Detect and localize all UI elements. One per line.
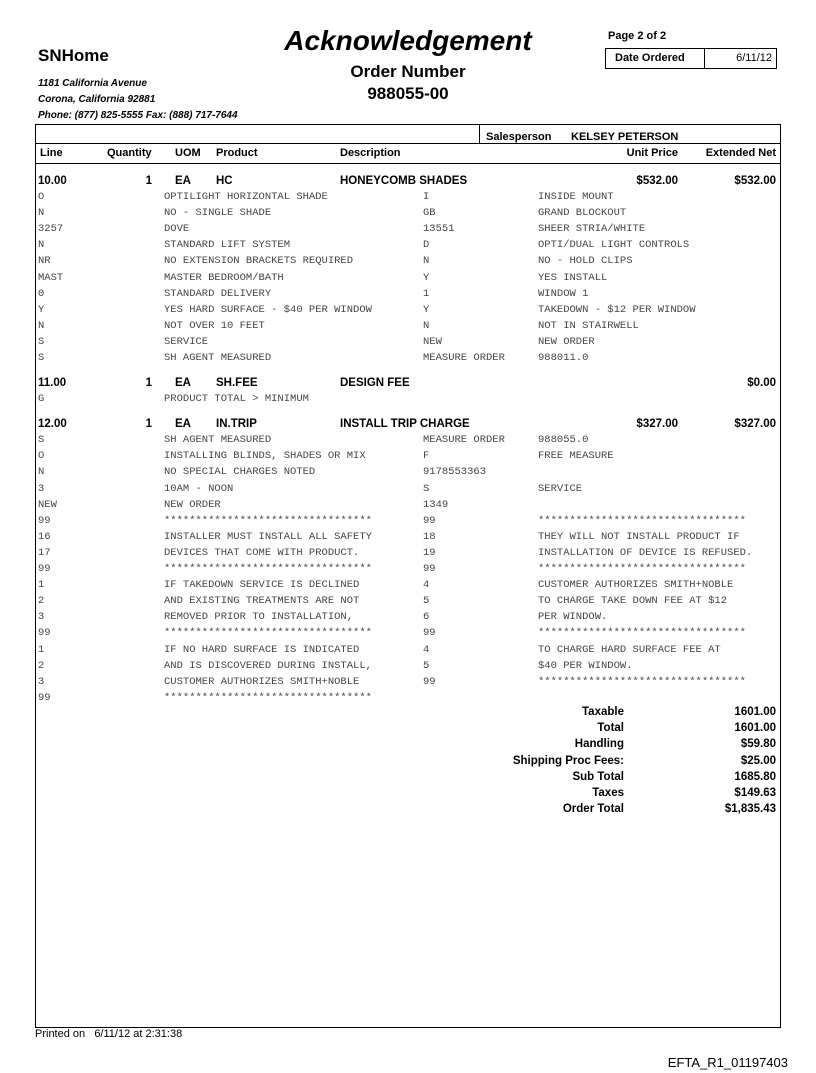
line-description: INSTALL TRIP CHARGE	[340, 418, 470, 431]
detail-code2: 13551	[423, 223, 455, 236]
detail-text: *********************************	[164, 514, 372, 527]
detail-code2: Y	[423, 271, 430, 284]
detail-row	[0, 515, 816, 531]
detail-text2: SERVICE	[538, 482, 583, 495]
detail-row	[0, 531, 816, 547]
detail-row	[0, 223, 816, 239]
detail-text: NO - SINGLE SHADE	[164, 207, 272, 220]
detail-code: 99	[38, 563, 51, 575]
detail-code: NEW	[38, 498, 57, 511]
company-address-line2: Corona, California 92881	[38, 94, 156, 105]
detail-text: 10AM - NOON	[164, 482, 234, 495]
line-quantity: 1	[145, 175, 152, 187]
detail-text: NOT OVER 10 FEET	[164, 319, 265, 332]
detail-text: INSTALLER MUST INSTALL ALL SAFETY	[164, 530, 372, 543]
detail-code: 99	[38, 627, 51, 640]
detail-text2: 988055.0	[538, 434, 589, 447]
detail-code2: NEW	[423, 335, 442, 348]
detail-row	[0, 239, 816, 255]
detail-text: *********************************	[164, 563, 372, 575]
detail-code: 17	[38, 546, 51, 559]
detail-code: 99	[38, 514, 51, 527]
detail-text: MASTER BEDROOM/BATH	[164, 271, 284, 284]
detail-text2: GRAND BLOCKOUT	[538, 207, 627, 220]
detail-row	[0, 579, 816, 595]
salesperson-underline	[35, 143, 781, 144]
salesperson-divider	[479, 124, 480, 143]
detail-code2: 4	[423, 643, 430, 656]
detail-text2: 988011.0	[538, 352, 589, 364]
total-label: Taxable	[582, 706, 624, 718]
doc-title: Acknowledgement	[284, 25, 532, 56]
col-unit-price: Unit Price	[626, 147, 678, 159]
detail-text: *********************************	[164, 627, 372, 640]
detail-text2: WINDOW 1	[538, 287, 589, 300]
detail-text: YES HARD SURFACE - $40 PER WINDOW	[164, 303, 372, 316]
detail-code2: D	[423, 239, 430, 252]
detail-text2: TO CHARGE HARD SURFACE FEE AT	[538, 643, 721, 656]
detail-code2: 99	[423, 627, 436, 640]
line-item-header	[0, 418, 816, 434]
detail-code2: 6	[423, 611, 430, 624]
detail-code2: 99	[423, 675, 436, 688]
detail-row	[0, 611, 816, 627]
detail-text: NEW ORDER	[164, 498, 221, 511]
detail-text: *********************************	[164, 691, 372, 704]
detail-code2: Y	[423, 303, 430, 316]
company-address-line1: 1181 California Avenue	[38, 78, 147, 89]
detail-code2: 5	[423, 659, 430, 672]
detail-row	[0, 676, 816, 692]
detail-code: 3	[38, 675, 45, 688]
detail-row	[0, 483, 816, 499]
total-value: $149.63	[734, 787, 776, 799]
detail-code: 1	[38, 643, 45, 656]
detail-row	[0, 644, 816, 660]
document-id: EFTA_R1_01197403	[667, 1055, 788, 1070]
date-ordered-box	[605, 48, 777, 69]
line-uom: EA	[175, 418, 191, 431]
total-label: Taxes	[592, 787, 624, 799]
detail-text2: *********************************	[538, 514, 746, 527]
detail-text2: TAKEDOWN - $12 PER WINDOW	[538, 303, 696, 316]
detail-text: NO SPECIAL CHARGES NOTED	[164, 466, 316, 479]
detail-code: N	[38, 319, 45, 332]
detail-code2: F	[423, 450, 430, 463]
detail-text2: NOT IN STAIRWELL	[538, 319, 639, 332]
detail-code2: 18	[423, 530, 436, 543]
detail-text: SERVICE	[164, 335, 209, 348]
detail-text2: TO CHARGE TAKE DOWN FEE AT $12	[538, 595, 728, 608]
salesperson-label: Salesperson	[486, 131, 552, 143]
order-number-label: Order Number	[350, 62, 466, 81]
line-unit-price: $532.00	[636, 175, 678, 187]
detail-code2: MEASURE ORDER	[423, 352, 505, 364]
detail-code2: 9178553363	[423, 466, 487, 479]
line-number: 10.00	[38, 175, 67, 187]
detail-code: S	[38, 352, 45, 364]
company-phone: Phone: (877) 825-5555 Fax: (888) 717-7644	[38, 110, 238, 121]
col-line: Line	[40, 147, 63, 159]
detail-code: O	[38, 450, 45, 463]
detail-row	[0, 272, 816, 288]
total-value: 1601.00	[734, 706, 776, 718]
detail-code: S	[38, 434, 45, 447]
detail-code: Y	[38, 303, 45, 316]
total-value: 1601.00	[734, 722, 776, 735]
detail-text: STANDARD DELIVERY	[164, 287, 272, 300]
detail-code2: 4	[423, 579, 430, 592]
total-label: Handling	[574, 738, 624, 751]
detail-text: IF NO HARD SURFACE IS INDICATED	[164, 643, 360, 656]
detail-code: N	[38, 466, 45, 479]
detail-row	[0, 547, 816, 563]
total-label: Order Total	[562, 803, 624, 816]
col-extended-net: Extended Net	[705, 147, 776, 159]
detail-code: 2	[38, 595, 45, 608]
detail-code2: N	[423, 319, 430, 332]
detail-code: 99	[38, 691, 51, 704]
line-product: SH.FEE	[216, 377, 258, 390]
column-header-underline	[35, 163, 781, 164]
detail-code: 2	[38, 659, 45, 672]
detail-code: O	[38, 191, 45, 203]
line-item-header	[0, 175, 816, 191]
detail-text2: *********************************	[538, 627, 746, 640]
detail-text: IF TAKEDOWN SERVICE IS DECLINED	[164, 579, 360, 592]
line-quantity: 1	[145, 418, 152, 431]
detail-text2: CUSTOMER AUTHORIZES SMITH+NOBLE	[538, 579, 734, 592]
line-uom: EA	[175, 377, 191, 390]
line-item-header	[0, 377, 816, 393]
detail-code2: 1	[423, 287, 430, 300]
detail-text: AND EXISTING TREATMENTS ARE NOT	[164, 595, 360, 608]
line-extended-net: $327.00	[734, 418, 776, 431]
date-box-divider	[704, 49, 705, 68]
detail-text: CUSTOMER AUTHORIZES SMITH+NOBLE	[164, 675, 360, 688]
line-product: HC	[216, 175, 233, 187]
line-number: 11.00	[38, 377, 67, 390]
detail-text2: $40 PER WINDOW.	[538, 659, 633, 672]
line-description: HONEYCOMB SHADES	[340, 175, 468, 187]
detail-text: REMOVED PRIOR TO INSTALLATION,	[164, 611, 354, 624]
detail-code: 16	[38, 530, 51, 543]
detail-row	[0, 595, 816, 611]
detail-code: N	[38, 207, 45, 220]
total-value: $59.80	[740, 738, 776, 751]
detail-row	[0, 660, 816, 676]
detail-text2: THEY WILL NOT INSTALL PRODUCT IF	[538, 530, 740, 543]
detail-row	[0, 255, 816, 271]
detail-text2: INSTALLATION OF DEVICE IS REFUSED.	[538, 546, 753, 559]
detail-text: OPTILIGHT HORIZONTAL SHADE	[164, 191, 328, 203]
company-name: SNHome	[38, 46, 109, 65]
detail-code: N	[38, 239, 45, 252]
page-indicator: Page 2 of 2	[608, 30, 667, 42]
total-value: 1685.80	[734, 770, 776, 783]
order-number: 988055-00	[367, 84, 449, 103]
detail-text2: INSIDE MOUNT	[538, 191, 614, 203]
total-label: Total	[597, 722, 624, 735]
total-value: $25.00	[740, 754, 776, 767]
date-ordered-label: Date Ordered	[615, 52, 685, 64]
detail-text2: *********************************	[538, 675, 746, 688]
total-value: $1,835.43	[724, 803, 776, 816]
detail-text2: OPTI/DUAL LIGHT CONTROLS	[538, 239, 690, 252]
detail-row	[0, 288, 816, 304]
col-uom: UOM	[175, 147, 201, 159]
detail-text: STANDARD LIFT SYSTEM	[164, 239, 291, 252]
total-label: Shipping Proc Fees:	[512, 754, 624, 767]
detail-text: DOVE	[164, 223, 190, 236]
detail-row	[0, 450, 816, 466]
line-uom: EA	[175, 175, 191, 187]
detail-text2: FREE MEASURE	[538, 450, 614, 463]
line-product: IN.TRIP	[216, 418, 257, 431]
detail-code: G	[38, 393, 45, 406]
detail-row	[0, 191, 816, 207]
detail-code: 3257	[38, 223, 64, 236]
detail-code: S	[38, 335, 45, 348]
col-quantity: Quantity	[107, 147, 152, 159]
line-unit-price: $327.00	[636, 418, 678, 431]
detail-text: PRODUCT TOTAL > MINIMUM	[164, 393, 309, 406]
line-description: DESIGN FEE	[340, 377, 410, 390]
col-product: Product	[216, 147, 258, 159]
detail-row	[0, 499, 816, 515]
detail-code2: N	[423, 255, 430, 268]
line-extended-net: $532.00	[734, 175, 776, 187]
detail-row	[0, 207, 816, 223]
detail-text: AND IS DISCOVERED DURING INSTALL,	[164, 659, 372, 672]
total-label: Sub Total	[572, 770, 624, 783]
detail-text: SH AGENT MEASURED	[164, 352, 272, 364]
detail-row	[0, 627, 816, 643]
detail-row	[0, 304, 816, 320]
detail-text: NO EXTENSION BRACKETS REQUIRED	[164, 255, 354, 268]
detail-text: DEVICES THAT COME WITH PRODUCT.	[164, 546, 360, 559]
line-number: 12.00	[38, 418, 67, 431]
detail-row	[0, 320, 816, 336]
detail-code2: 99	[423, 563, 436, 575]
detail-row	[0, 393, 816, 409]
detail-code: NR	[38, 255, 51, 268]
detail-code2: GB	[423, 207, 436, 220]
detail-code2: S	[423, 482, 430, 495]
detail-row	[0, 352, 816, 368]
detail-code: 1	[38, 579, 45, 592]
detail-text2: SHEER STRIA/WHITE	[538, 223, 646, 236]
detail-code2: MEASURE ORDER	[423, 434, 505, 447]
detail-row	[0, 336, 816, 352]
detail-text2: YES INSTALL	[538, 271, 608, 284]
line-quantity: 1	[145, 377, 152, 390]
detail-row	[0, 563, 816, 579]
col-description: Description	[340, 147, 401, 159]
detail-text2: *********************************	[538, 563, 746, 575]
detail-code: 3	[38, 482, 45, 495]
detail-text2: PER WINDOW.	[538, 611, 608, 624]
detail-text: INSTALLING BLINDS, SHADES OR MIX	[164, 450, 366, 463]
detail-code: 3	[38, 611, 45, 624]
detail-code2: 99	[423, 514, 436, 527]
detail-code2: 5	[423, 595, 430, 608]
detail-code: MAST	[38, 271, 64, 284]
line-extended-net: $0.00	[747, 377, 776, 390]
detail-text: SH AGENT MEASURED	[164, 434, 272, 447]
detail-row	[0, 434, 816, 450]
date-ordered-value: 6/11/12	[736, 52, 772, 64]
detail-code2: 19	[423, 546, 436, 559]
detail-row	[0, 466, 816, 482]
detail-code: 0	[38, 287, 45, 300]
salesperson-name: KELSEY PETERSON	[571, 131, 679, 143]
detail-code2: 1349	[423, 498, 449, 511]
detail-text2: NO - HOLD CLIPS	[538, 255, 633, 268]
detail-text2: NEW ORDER	[538, 335, 595, 348]
detail-code2: I	[423, 191, 430, 203]
printed-on: Printed on 6/11/12 at 2:31:38	[35, 1028, 183, 1040]
